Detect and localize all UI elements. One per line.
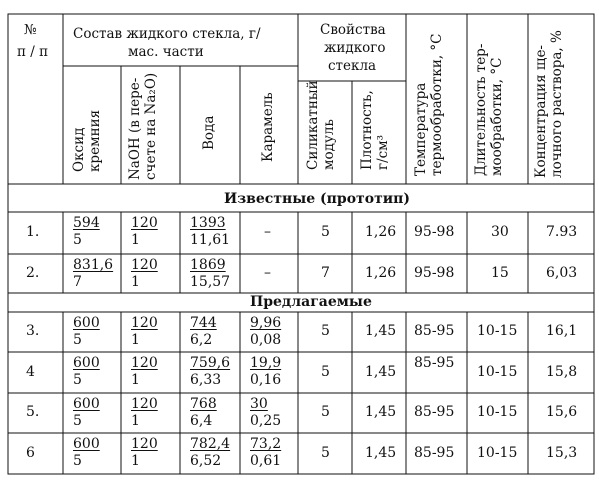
alkali-concentration: 6,03	[546, 264, 578, 281]
water-grams: 744	[190, 315, 217, 331]
naoh-grams: 120	[131, 257, 158, 273]
naoh-fraction	[131, 356, 158, 387]
header-num: №	[24, 22, 37, 38]
naoh-parts: 1	[131, 274, 140, 290]
header-composition: Состав жидкого стекла, г/	[73, 26, 261, 42]
row-number: 1.	[26, 224, 40, 240]
water-fraction	[190, 258, 230, 289]
treatment-temperature: 95-98	[414, 264, 455, 281]
caramel-grams: 30	[250, 396, 268, 412]
header-density: Плотность, г/см³	[359, 90, 391, 170]
caramel-fraction	[250, 437, 281, 468]
silica-grams: 600	[73, 355, 100, 371]
row-number: 4	[26, 363, 35, 380]
silicate-modulus: 5	[321, 444, 330, 461]
naoh-grams: 120	[131, 215, 158, 231]
caramel-grams: 73,2	[250, 436, 282, 452]
treatment-temperature: 85-95	[414, 355, 455, 371]
density: 1,45	[365, 444, 397, 461]
silica-fraction	[73, 356, 100, 387]
caramel-fraction	[250, 316, 281, 347]
section-known: Известные (прототип)	[224, 191, 410, 207]
treatment-duration: 15	[491, 264, 509, 281]
treatment-temperature: 85-95	[414, 323, 455, 339]
density: 1,45	[365, 323, 397, 339]
caramel-fraction	[250, 356, 281, 387]
header-temperature: Температура термообработки, °С	[413, 33, 445, 176]
caramel-fraction	[250, 397, 281, 428]
treatment-duration: 10-15	[477, 363, 518, 380]
silica-fraction	[73, 216, 100, 247]
header-composition-units: мас. части	[128, 44, 204, 60]
silica-parts: 5	[73, 332, 82, 348]
silicate-modulus: 7	[321, 264, 330, 281]
naoh-grams: 120	[131, 355, 158, 371]
naoh-fraction	[131, 216, 158, 247]
water-grams: 782,4	[190, 436, 231, 452]
naoh-parts: 1	[131, 453, 140, 469]
treatment-temperature: 85-95	[414, 444, 455, 461]
treatment-duration: 10-15	[477, 323, 518, 339]
water-parts: 11,61	[190, 232, 231, 248]
row-number: 5.	[26, 404, 40, 420]
water-parts: 15,57	[190, 274, 231, 290]
header-modulus: Силикатный модуль	[305, 80, 337, 170]
header-properties: Свойства	[320, 22, 386, 38]
caramel-parts: 0,61	[250, 453, 282, 469]
alkali-concentration: 15,8	[546, 363, 578, 380]
silica-parts: 5	[73, 232, 82, 248]
silica-grams: 831,6	[73, 257, 114, 273]
section-proposed: Предлагаемые	[250, 294, 372, 310]
naoh-parts: 1	[131, 413, 140, 429]
density: 1,26	[365, 224, 397, 240]
naoh-fraction	[131, 316, 158, 347]
silicate-modulus: 5	[321, 323, 330, 339]
water-grams: 1869	[190, 257, 226, 273]
water-fraction	[190, 316, 217, 347]
silica-parts: 7	[73, 274, 82, 290]
naoh-grams: 120	[131, 396, 158, 412]
header-concentration: Концентрация ще- лочного раствора, %	[533, 30, 565, 178]
treatment-duration: 10-15	[477, 444, 518, 461]
caramel-grams: 19,9	[250, 355, 282, 371]
caramel-parts: 0,08	[250, 332, 282, 348]
silica-grams: 600	[73, 396, 100, 412]
naoh-fraction	[131, 437, 158, 468]
water-grams: 768	[190, 396, 217, 412]
naoh-parts: 1	[131, 372, 140, 388]
silicate-modulus: 5	[321, 224, 330, 240]
header-properties-2: жидкого	[324, 40, 386, 56]
density: 1,45	[365, 404, 397, 420]
naoh-grams: 120	[131, 436, 158, 452]
water-parts: 6,4	[190, 413, 213, 429]
caramel-grams: 9,96	[250, 315, 282, 331]
water-parts: 6,2	[190, 332, 213, 348]
alkali-concentration: 7.93	[546, 224, 578, 240]
water-fraction	[190, 356, 230, 387]
density: 1,45	[365, 363, 397, 380]
header-silica: Оксид кремния	[71, 109, 103, 172]
caramel-parts: 0,25	[250, 413, 282, 429]
silica-grams: 594	[73, 215, 100, 231]
water-parts: 6,52	[190, 453, 222, 469]
header-naoh: NaOH (в пере- счете на Na₂O)	[127, 72, 159, 180]
row-number: 2.	[26, 264, 40, 281]
header-caramel: Карамель	[260, 92, 276, 162]
alkali-concentration: 15,3	[546, 444, 578, 461]
water-parts: 6,33	[190, 372, 222, 388]
water-fraction	[190, 216, 230, 247]
naoh-fraction	[131, 258, 158, 289]
silica-fraction	[73, 316, 100, 347]
naoh-parts: 1	[131, 332, 140, 348]
naoh-fraction	[131, 397, 158, 428]
silica-grams: 600	[73, 436, 100, 452]
silica-fraction	[73, 258, 113, 289]
row-number: 6	[26, 444, 35, 461]
silica-parts: 5	[73, 372, 82, 388]
naoh-parts: 1	[131, 232, 140, 248]
water-grams: 1393	[190, 215, 226, 231]
alkali-concentration: 15,6	[546, 404, 578, 420]
header-duration: Длительность тер- мообработки, °С	[473, 43, 505, 176]
row-number: 3.	[26, 323, 40, 339]
header-num-pp: п / п	[17, 44, 49, 60]
treatment-duration: 10-15	[477, 404, 518, 420]
silica-fraction	[73, 397, 100, 428]
caramel-parts: 0,16	[250, 372, 282, 388]
silica-parts: 5	[73, 413, 82, 429]
silica-grams: 600	[73, 315, 100, 331]
header-water: Вода	[201, 115, 217, 150]
treatment-temperature: 85-95	[414, 404, 455, 420]
water-grams: 759,6	[190, 355, 231, 371]
treatment-duration: 30	[491, 224, 509, 240]
silica-fraction	[73, 437, 100, 468]
density: 1,26	[365, 264, 397, 281]
alkali-concentration: 16,1	[546, 323, 578, 339]
silicate-modulus: 5	[321, 363, 330, 380]
silica-parts: 5	[73, 453, 82, 469]
treatment-temperature: 95-98	[414, 224, 455, 240]
silicate-modulus: 5	[321, 404, 330, 420]
header-properties-3: стекла	[328, 58, 377, 74]
water-fraction	[190, 397, 217, 428]
water-fraction	[190, 437, 230, 468]
caramel-dash: –	[264, 264, 271, 281]
naoh-grams: 120	[131, 315, 158, 331]
caramel-dash: –	[264, 224, 271, 240]
